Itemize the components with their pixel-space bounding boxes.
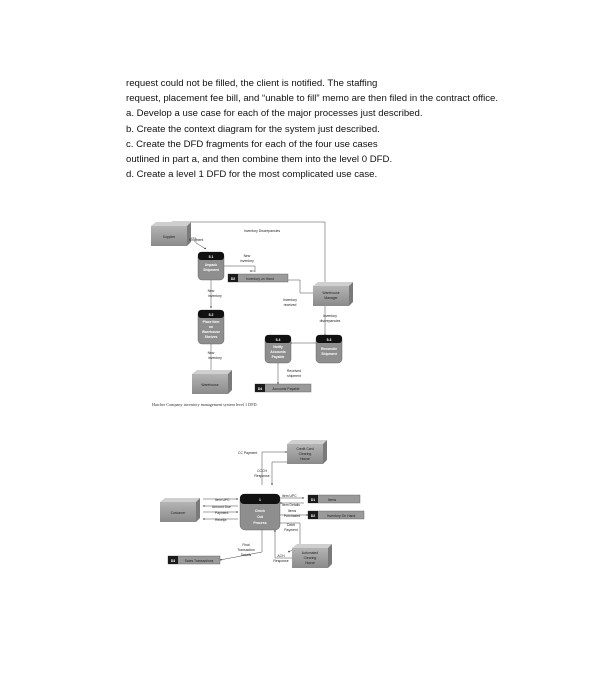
process-line3: Process — [253, 521, 267, 525]
automated-line3: House — [305, 561, 315, 565]
text-line-7: d. Create a level 1 DFD for the most complicated use case. — [126, 169, 378, 181]
data-store-d2 — [228, 274, 288, 282]
item-upc-left-label: Item UPC — [215, 498, 230, 502]
data-store-d1 — [308, 495, 360, 503]
debit-payment-label-b: Payment — [284, 528, 298, 532]
text-line-4: b. Create the context diagram for the system just described. — [126, 123, 380, 135]
final-transaction-label-b: Transaction — [237, 548, 255, 552]
process-5-2-line2: on — [208, 325, 214, 329]
process-5-2-line3: Warehouse — [201, 330, 221, 334]
process-5-3-line2: Shipment — [321, 352, 337, 356]
warehouse-label: Warehouse — [201, 383, 219, 387]
d3-id: D3 — [170, 559, 176, 563]
payment-label: Payment — [215, 511, 229, 515]
items-purchased-label-a: Items — [287, 509, 297, 513]
d4-name: Accounts Payable — [272, 387, 300, 391]
d3-name: Sales Transactions — [184, 559, 214, 563]
item-details-label: Item Details — [282, 503, 300, 507]
text-line-1: request could not be filled, the client is notified. The staffing — [126, 78, 378, 89]
supplier-entity — [151, 222, 191, 246]
items-purchased-label-b: Purchased — [283, 514, 301, 518]
customer-entity — [160, 498, 200, 522]
process-5-1-line2: Shipment — [203, 268, 219, 272]
warehouse-manager-entity — [313, 282, 353, 306]
warehouse-manager-line2: Manager — [324, 296, 338, 300]
item-upc-right-label: Item UPC — [282, 494, 297, 498]
d2-on-hand-name: Inventory On Hand — [326, 514, 356, 518]
inventory-received-label-b: received — [283, 303, 297, 307]
process-line1: Check — [254, 509, 266, 513]
automated-clearing-house-entity — [292, 544, 332, 568]
ach-response-label-a: ACH — [277, 554, 285, 558]
d2-on-hand-id: D2 — [310, 514, 316, 518]
process-5-4-line1: Notify — [273, 345, 283, 349]
process-5-2-line4: Shelves — [204, 335, 218, 339]
process-5-3-line1: Reconcile — [320, 347, 338, 351]
warehouse-entity — [192, 370, 232, 394]
process-check-out — [240, 494, 280, 530]
inventory-received-label-a: Inventory — [283, 298, 297, 302]
credit-card-clearing-house-entity — [287, 440, 327, 464]
inventory-dfd — [151, 222, 353, 407]
figure-caption: Hatcher Company inventory management system level 1 DFD. — [152, 402, 258, 407]
data-store-d2-on-hand — [308, 511, 364, 519]
process-id: 1 — [259, 498, 261, 502]
process-5-2-id: 5.2 — [208, 313, 214, 317]
process-line2: Out — [257, 515, 263, 519]
final-transaction-label-a: Final — [242, 543, 250, 547]
new-inventory-label-1a: New — [243, 254, 251, 258]
process-5-3 — [316, 335, 342, 363]
new-inventory-label-2a: New — [207, 289, 215, 293]
inventory-discrepancies-top-label: Inventory Discrepancies — [243, 229, 281, 233]
ach-response-label-b: Response — [273, 559, 289, 563]
supplier-label: Supplier — [162, 235, 176, 239]
d2-id: D2 — [230, 277, 236, 281]
credit-card-line3: House — [300, 457, 310, 461]
debit-payment-label-a: Debit — [287, 523, 295, 527]
d1-id: D1 — [310, 498, 316, 502]
data-store-d4 — [255, 384, 311, 392]
received-shipment-label-a: Received — [286, 369, 302, 373]
shipment-flow-label: Shipment — [189, 238, 204, 242]
new-inventory-label-1b: inventory — [240, 259, 254, 263]
new-inventory-label-2b: inventory — [208, 294, 222, 298]
d2-name: Inventory on Hand — [246, 277, 274, 281]
amount-due-label: Amount Due — [212, 505, 231, 509]
receipt-label: Receipt — [215, 518, 227, 522]
process-5-1 — [198, 252, 224, 280]
ccch-label-a: CCCH — [257, 469, 267, 473]
process-5-1-line1: Unpack — [204, 263, 218, 267]
credit-card-line1: Credit Card — [296, 447, 314, 451]
new-inventory-label-3a: New — [207, 351, 215, 355]
checkout-dfd — [160, 440, 364, 568]
cc-payment-label: CC Payment — [238, 451, 258, 455]
process-5-4-line2: Accounts — [270, 350, 286, 354]
process-5-2 — [198, 310, 224, 344]
process-5-1-id: 5.1 — [208, 255, 214, 259]
process-5-4-id: 5.4 — [275, 338, 281, 342]
new-inventory-label-3b: inventory — [208, 356, 222, 360]
process-5-3-id: 5.3 — [326, 338, 332, 342]
text-line-3: a. Develop a use case for each of the major processes just described. — [126, 108, 423, 120]
process-5-4 — [265, 335, 291, 363]
inventory-discrepancies-label-b: discrepancies — [319, 319, 341, 323]
text-line-6: outlined in part a, and then combine them into the level 0 DFD. — [126, 154, 393, 166]
customer-label: Customer — [170, 511, 186, 515]
received-shipment-label-b: shipment — [287, 374, 301, 378]
data-store-d3 — [168, 556, 220, 564]
process-5-2-line1: Place Item — [202, 320, 220, 324]
process-5-4-line3: Payable — [271, 355, 285, 359]
text-line-2: request, placement fee bill, and “unable to fill” memo are then filed in the contract office. — [126, 93, 499, 105]
automated-line1: Automated — [301, 551, 319, 555]
d1-name: Items — [327, 498, 337, 502]
final-transaction-label-c: Details — [240, 553, 252, 557]
warehouse-manager-line1: Warehouse — [322, 291, 340, 295]
credit-card-line2: Clearing — [298, 452, 312, 456]
ccch-label-b: Response — [254, 474, 270, 478]
automated-line2: Clearing — [303, 556, 317, 560]
text-line-5: c. Create the DFD fragments for each of the four use cases — [126, 138, 378, 150]
inventory-discrepancies-label-a: Inventory — [323, 314, 337, 318]
d4-id: D4 — [257, 387, 263, 391]
